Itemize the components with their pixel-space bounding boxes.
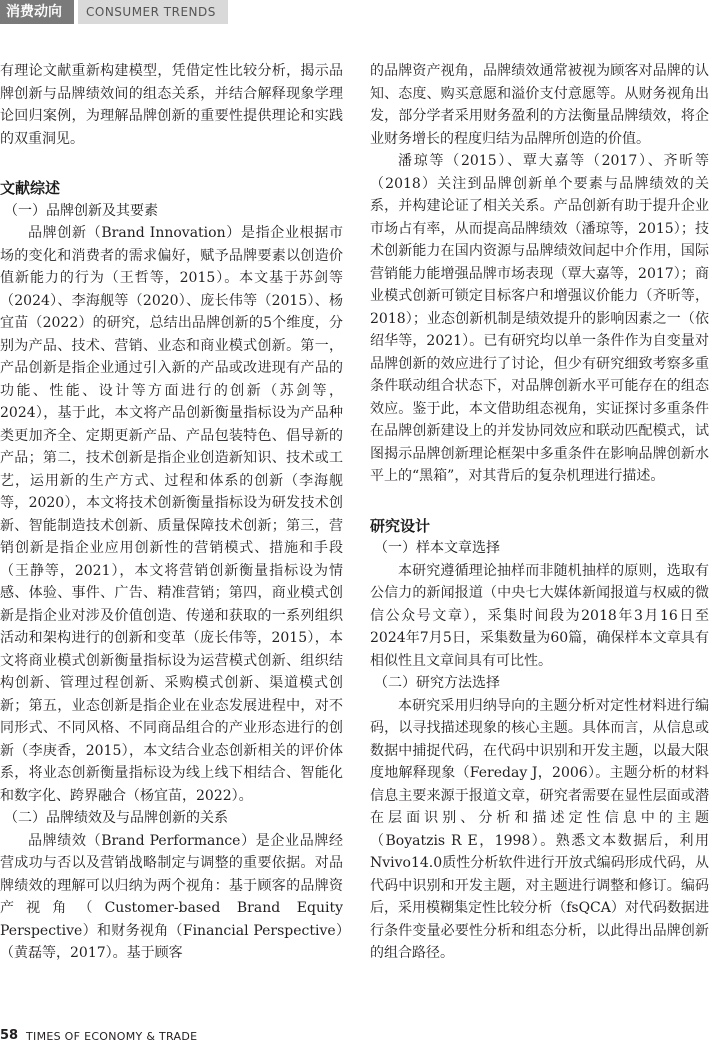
section-heading-research-design: 研究设计: [370, 516, 431, 535]
paragraph-brand-innovation: 品牌创新（Brand Innovation）是指企业根据市场的变化和消费者的需求偏好，赋予品牌要素以创造价值新能力的行为（王哲等，2015）。本文基于苏剑等（2024）、李海舰等（2020）、庞长伟等（2015）、杨宜苗（2022）的研究，总结出品牌创新的5个维度，分别为产品、技术、营销、业态和商业模式创新。第一，产品创新是指企业通过引入新的产品或改进现有产品的功能、性能、设计等方面进行的创新（苏剑等，2024），基于此，本文将产品创新衡量指标设为产品种类更加齐全、定期更新产品、产品包装特色、倡导新的产品；第二，技术创新是指企业创造新知识、技术或工艺，运用新的生产方式、过程和体系的创新（李海舰等，2020），本文将技术创新衡量指标设为研发技术创新、智能制造技术创新、质量保障技术创新；第三，营销创新是指企业应用创新性的营销模式、措施和手段（王静等，2021），本文将营销创新衡量指标设为情感、体验、事件、广告、精准营销；第四，商业模式创新是指企业对涉及价值创造、传递和获取的一系列组织活动和架构进行的创新和变革（庞长伟等，2015），本文将商业模式创新衡量指标设为运营模式创新、组织结构创新、管理过程创新、采购模式创新、渠道模式创新；第五，业态创新是指企业在业态发展进程中，对不同形式、不同风格、不同商品组合的产业形态进行的创新（李庚香，2015），本文结合业态创新相关的评价体系，将业态创新衡量指标设为线上线下相结合、智能化和数字化、跨界融合（杨宜苗，2022）。: [0, 225, 343, 804]
subheading-sample-selection: （一）样本文章选择: [374, 540, 500, 556]
subheading-method-selection: （二）研究方法选择: [374, 675, 500, 691]
section-label-cn: 消费动向: [0, 0, 74, 24]
publication-name: TIMES OF ECONOMY & TRADE: [26, 1030, 198, 1043]
left-column: [0, 60, 343, 965]
paragraph-sample-selection: 本研究遵循理论抽样而非随机抽样的原则，选取有公信力的新闻报道（中央七大媒体新闻报道与权威的微信公众号文章），采集时间段为2018年3月16日至2024年7月5日，采集数量为60篇，确保样本文章具有相似性且文章间具有可比性。: [370, 562, 709, 669]
section-heading-literature-review: 文献综述: [0, 179, 61, 197]
right-column: [370, 60, 709, 965]
page-footer: [0, 1026, 709, 1048]
paragraph-brand-performance: 品牌绩效（Brand Performance）是企业品牌经营成功与否以及营销战略制定与调整的重要依据。对品牌绩效的理解可以归纳为两个视角：基于顾客的品牌资产视角（Customer-based Brand Equity Perspective）和财务视角（Financial Perspective）（黄磊等，2017）。基于顾客: [0, 832, 343, 961]
intro-paragraph: 有理论文献重新构建模型，凭借定性比较分析，揭示品牌创新与品牌绩效间的组态关系，并结合解释现象学理论回归案例，为理解品牌创新的重要性提供理论和实践的双重洞见。: [0, 63, 343, 147]
section-label-en: CONSUMER TRENDS: [78, 0, 228, 24]
page-number: 58: [0, 1028, 19, 1043]
page-header: [0, 0, 709, 28]
paragraph-continued: 的品牌资产视角，品牌绩效通常被视为顾客对品牌的认知、态度、购买意愿和溢价支付意愿等。从财务视角出发，部分学者采用财务盈利的方法衡量品牌绩效，将企业财务增长的程度归结为品牌所创造的价值。: [370, 63, 709, 147]
subheading-brand-innovation: （一）品牌创新及其要素: [4, 202, 158, 219]
paragraph-method-selection: 本研究采用归纳导向的主题分析对定性材料进行编码，以寻找描述现象的核心主题。具体而言，从信息或数据中捕捉代码，在代码中识别和开发主题，以最大限度地解释现象（Fereday J，2006）。主题分析的材料信息主要来源于报道文章，研究者需要在显性层面或潜在层面识别、分析和描述定性信息中的主题（Boyatzis R E，1998）。熟悉文本数据后，利用Nvivo14.0质性分析软件进行开放式编码形成代码，从代码中识别和开发主题，对主题进行调整和修订。编码后，采用模糊集定性比较分析（fsQCA）对代码数据进行条件变量必要性分析和组态分析，以此得出品牌创新的组合路径。: [370, 697, 709, 961]
paragraph-related-studies: 潘琼等（2015）、覃大嘉等（2017）、齐昕等（2018）关注到品牌创新单个要素与品牌绩效的关系，并构建论证了相关关系。产品创新有助于提升企业市场占有率，从而提高品牌绩效（潘琼等，2015）；技术创新能力在国内资源与品牌绩效间起中介作用，国际营销能力能增强品牌市场表现（覃大嘉等，2017）；商业模式创新可锁定目标客户和增强议价能力（齐昕等，2018）；业态创新机制是绩效提升的影响因素之一（依绍华等，2021）。已有研究均以单一条件作为自变量对品牌创新的效应进行了讨论，但少有研究细致考察多重条件联动组合状态下，对品牌创新水平可能存在的组态效应。鉴于此，本文借助组态视角，实证探讨多重条件在品牌创新建设上的并发协同效应和联动匹配模式，试图揭示品牌创新理论框架中多重条件在影响品牌创新水平上的“黑箱”，对其背后的复杂机理进行描述。: [370, 153, 709, 484]
subheading-brand-performance: （二）品牌绩效及与品牌创新的关系: [4, 810, 228, 826]
